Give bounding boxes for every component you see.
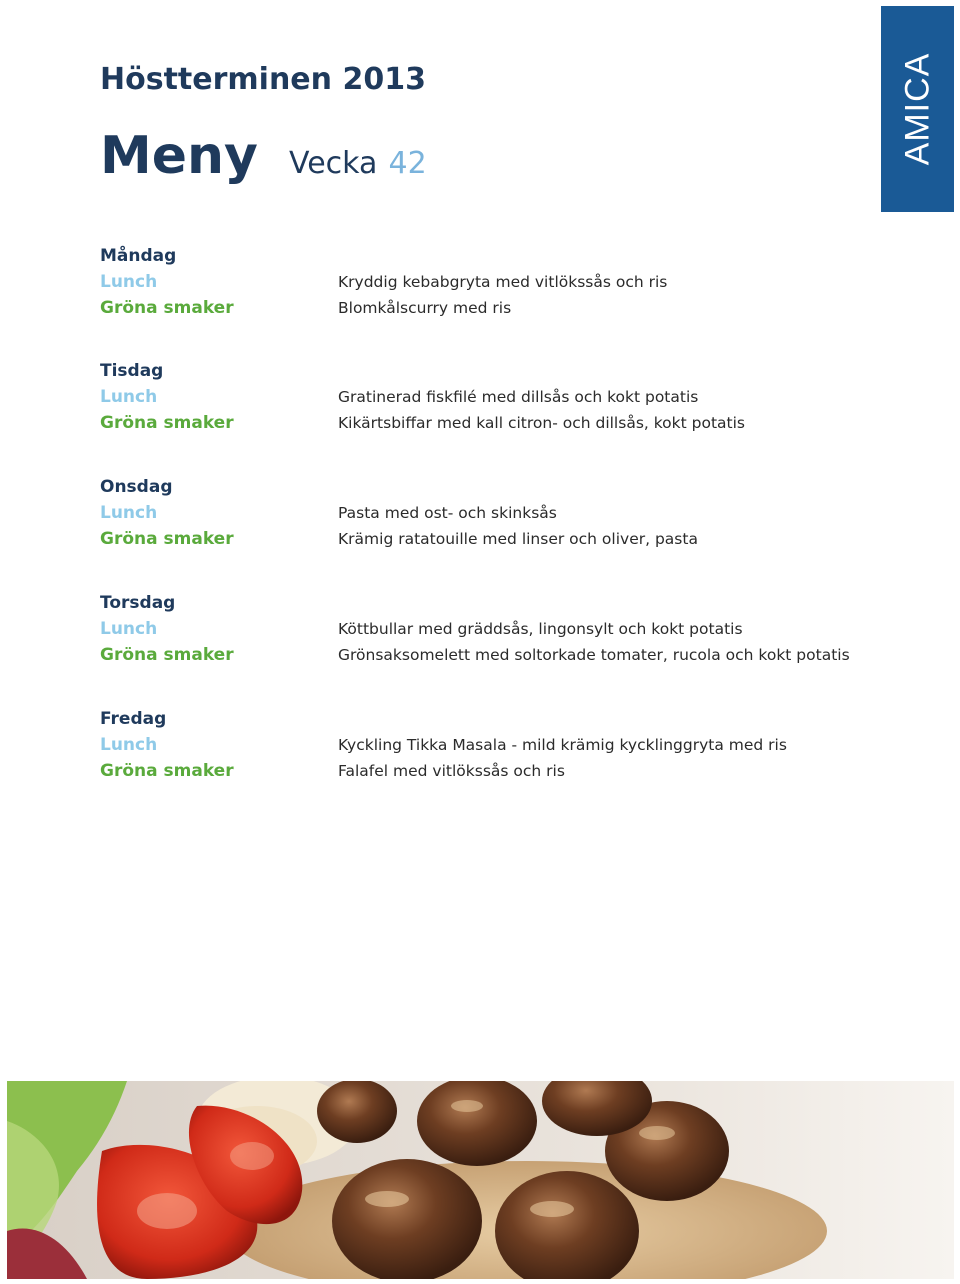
green-row [100,758,900,784]
lunch-dish: Kyckling Tikka Masala - mild krämig kycklinggryta med ris [338,736,787,754]
day-name: Torsdag [100,593,176,613]
green-row [100,410,900,436]
green-label: Gröna smaker [100,298,234,318]
green-label: Gröna smaker [100,413,234,433]
lunch-label: Lunch [100,735,158,755]
brand-tab [881,6,954,212]
green-dish: Falafel med vitlökssås och ris [338,762,565,780]
lunch-row [100,500,900,526]
lunch-dish: Kryddig kebabgryta med vitlökssås och ris [338,273,668,291]
page-title: Meny [100,126,258,186]
green-label: Gröna smaker [100,761,234,781]
day-block-monday [100,243,900,321]
day-block-tuesday [100,358,900,436]
green-dish: Kikärtsbiffar med kall citron- och dillsås, kokt potatis [338,414,745,432]
day-name: Måndag [100,246,177,266]
term-heading: Höstterminen 2013 [100,62,426,97]
day-name: Fredag [100,709,167,729]
week-number: 42 [388,146,427,181]
lunch-label: Lunch [100,503,158,523]
green-row [100,526,900,552]
lunch-label: Lunch [100,619,158,639]
day-name: Tisdag [100,361,164,381]
green-row [100,295,900,321]
green-dish: Krämig ratatouille med linser och oliver, pasta [338,530,698,548]
green-dish: Blomkålscurry med ris [338,299,512,317]
day-block-wednesday [100,474,900,552]
green-dish: Grönsaksomelett med soltorkade tomater, rucola och kokt potatis [338,646,850,664]
lunch-label: Lunch [100,272,158,292]
green-label: Gröna smaker [100,529,234,549]
day-name: Onsdag [100,477,173,497]
meatballs-illustration [7,1081,954,1279]
green-label: Gröna smaker [100,645,234,665]
day-block-friday [100,706,900,784]
title-row [100,126,427,186]
lunch-row [100,384,900,410]
week-label: Vecka [289,146,378,181]
green-row [100,642,900,668]
lunch-row [100,616,900,642]
lunch-label: Lunch [100,387,158,407]
food-photo [7,1081,954,1279]
lunch-dish: Pasta med ost- och skinksås [338,504,557,522]
brand-logo: AMICA [898,52,936,166]
lunch-dish: Gratinerad fiskfilé med dillsås och kokt potatis [338,388,699,406]
lunch-dish: Köttbullar med gräddsås, lingonsylt och kokt potatis [338,620,743,638]
day-block-thursday [100,590,900,668]
lunch-row [100,732,900,758]
lunch-row [100,269,900,295]
